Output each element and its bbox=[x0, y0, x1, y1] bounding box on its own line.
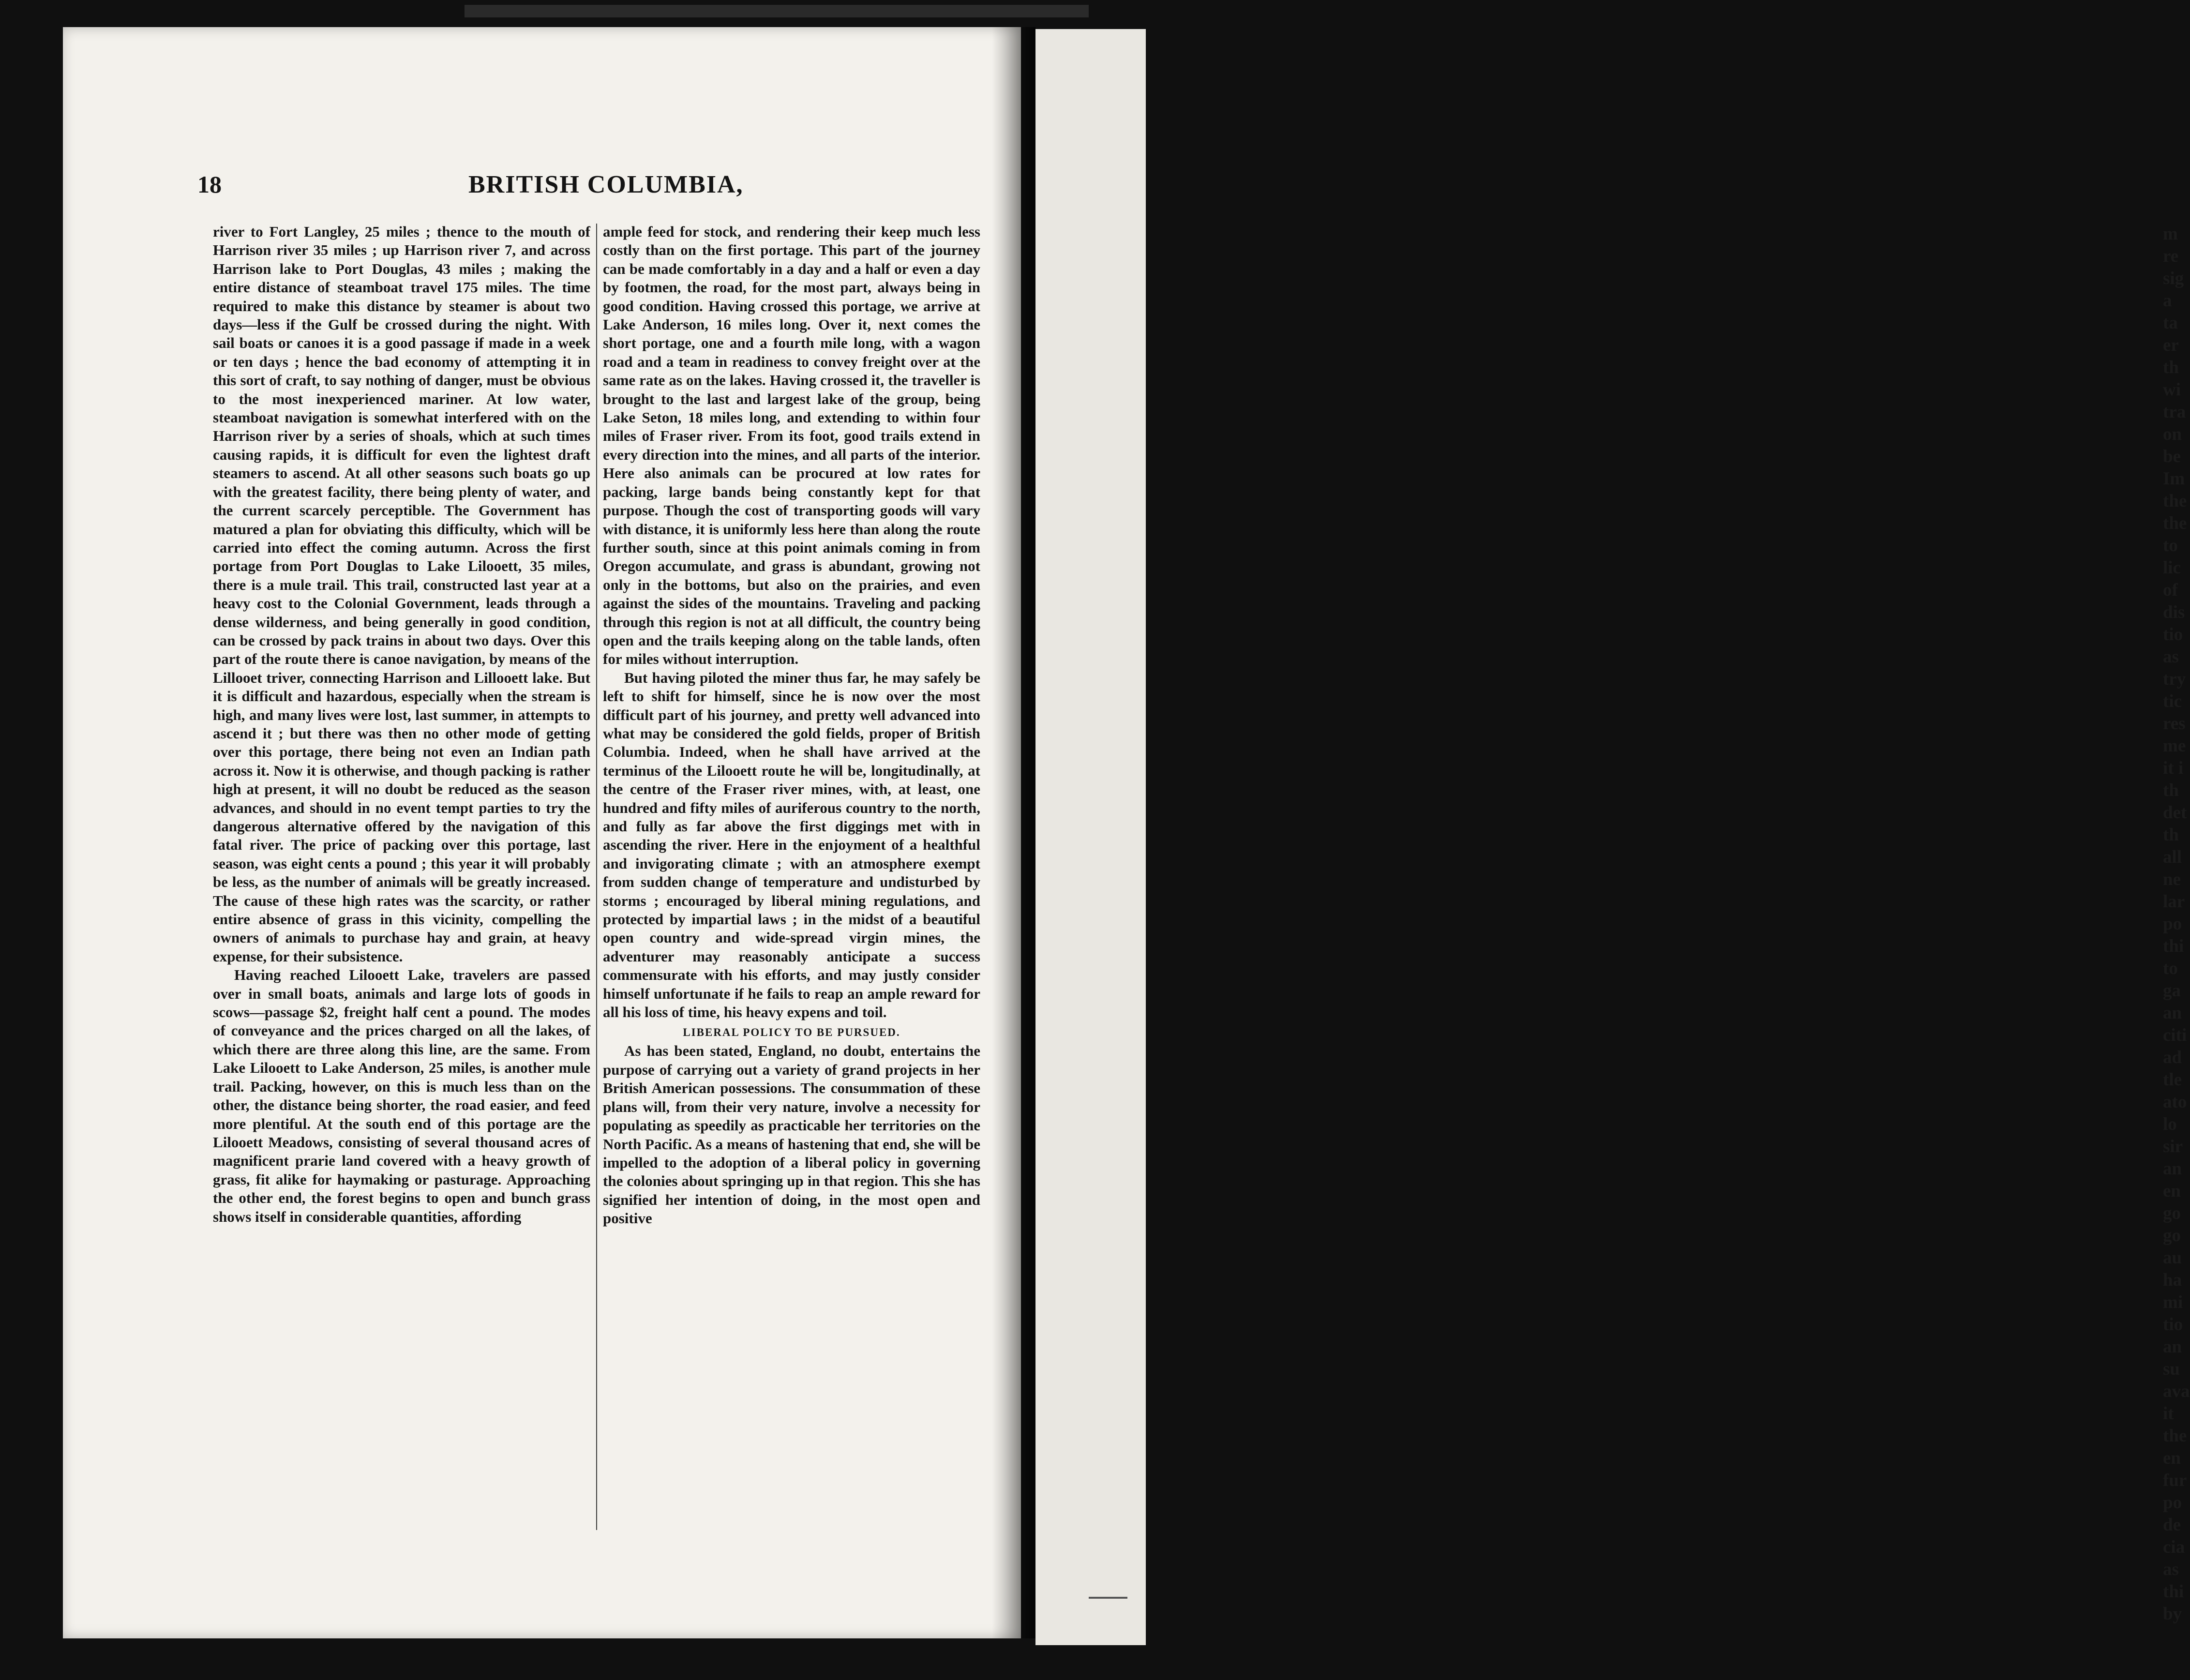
adjacent-page-fragment: wi bbox=[2163, 380, 2181, 400]
adjacent-page-fragment: thi bbox=[2163, 936, 2184, 956]
adjacent-page-fragment: ha bbox=[2163, 1270, 2182, 1290]
adjacent-page-fragment: tio bbox=[2163, 625, 2183, 645]
adjacent-page-fragment: on bbox=[2163, 424, 2182, 444]
adjacent-page-fragment: dis bbox=[2163, 602, 2185, 622]
adjacent-page-fragment: th bbox=[2163, 358, 2179, 377]
adjacent-page-fragment: go bbox=[2163, 1226, 2181, 1245]
adjacent-page-fragment: au bbox=[2163, 1248, 2182, 1268]
adjacent-page-fragment: to bbox=[2163, 959, 2178, 978]
adjacent-page bbox=[1035, 29, 2190, 1645]
paragraph: river to Fort Langley, 25 miles ; thence to the mouth of Harrison river 35 miles ; up Harrison river 7, and across Harrison lake to Port Douglas, 43 miles ; making the entire distance of steamboat travel 175 miles. The time required to make this distance by steamer is about two days—less if the Gulf be crossed during the night. With sail boats or canoes it is a good passage if made in a week or ten days ; hence the bad economy of attempting it in this sort of craft, to say nothing of danger, must be obvious to the most inexperienced mariner. At low water, steamboat navigation is somewhat interfered with on the Harrison river by a series of shoals, which at such times causing rapids, it is difficult for even the lightest draft steamers to ascend. At all other seasons such boats go up with the greatest facility, there being plenty of water, and the current scarcely perceptible. The Government has matured a plan for obviating this difficulty, which will be carried into effect the coming autumn. Across the first portage from Port Douglas to Lake Lilooett, 35 miles, there is a mule trail. This trail, constructed last year at a heavy cost to the Colonial Government, leads through a dense wilderness, and being generally in good condition, can be crossed by pack trains in about two days. Over this part of the route there is canoe navigation, by means of the Lillooet triver, connecting Harrison and Lillooett lake. But it is difficult and hazardous, especially when the stream is high, and many lives were lost, last summer, in attempts to ascend it ; but there was then no other mode of getting over this portage, there being not even an Indian path across it. Now it is otherwise, and though packing is rather high at present, it will no doubt be reduced as the season advances, and should in no event tempt parties to try the dangerous alternative offered by the navigation of this fatal river. The price of packing over this portage, last season, was eight cents a pound ; this year it will probably be less, as the number of animals will be greatly increased. The cause of these high rates was the scarcity, or rather entire absence of grass in this vicinity, compelling the owners of animals to purchase hay and grain, at heavy expense, for their subsistence. bbox=[213, 223, 590, 965]
section-heading: LIBERAL POLICY TO BE PURSUED. bbox=[683, 1026, 900, 1039]
adjacent-page-fragment: the bbox=[2163, 513, 2187, 533]
adjacent-page-fragment: en bbox=[2163, 1181, 2181, 1201]
adjacent-page-fragment: po bbox=[2163, 1493, 2182, 1513]
adjacent-page-fragment: to bbox=[2163, 536, 2178, 555]
adjacent-page-fragment: th bbox=[2163, 780, 2179, 800]
adjacent-page-fragment: all bbox=[2163, 847, 2182, 867]
adjacent-page-fragment: ato bbox=[2163, 1092, 2187, 1112]
adjacent-page-fragment: a bbox=[2163, 291, 2172, 311]
adjacent-page-fragment: er bbox=[2163, 335, 2179, 355]
column-divider bbox=[596, 224, 597, 1530]
adjacent-page-fragment: citi bbox=[2163, 1025, 2187, 1045]
page-number: 18 bbox=[197, 171, 222, 198]
adjacent-page-fragment: as bbox=[2163, 1560, 2179, 1579]
adjacent-page-fragment: su bbox=[2163, 1359, 2180, 1379]
adjacent-page-fragment: the bbox=[2163, 1426, 2187, 1446]
adjacent-page-fragment: tic bbox=[2163, 691, 2182, 711]
adjacent-page-fragment: cia bbox=[2163, 1537, 2185, 1557]
right-column bbox=[603, 223, 980, 1228]
adjacent-page-fragment: tra bbox=[2163, 402, 2186, 422]
adjacent-page-fragment: ga bbox=[2163, 981, 2181, 1001]
adjacent-page-fragment: thi bbox=[2163, 1582, 2184, 1602]
adjacent-page-fragment: ta bbox=[2163, 313, 2178, 333]
adjacent-page-fragment: be bbox=[2163, 447, 2181, 466]
adjacent-page-fragment: fur bbox=[2163, 1470, 2187, 1490]
scan-edge bbox=[465, 5, 1089, 17]
binding-shadow bbox=[992, 27, 1035, 1638]
adjacent-page-fragment: lar bbox=[2163, 892, 2185, 912]
adjacent-page-fragment: m bbox=[2163, 224, 2178, 244]
paragraph: Having reached Lilooett Lake, travelers are passed over in small boats, animals and large lots of goods in scows—passage $2, freight half cent a pound. The modes of conveyance and the prices charged on all the lakes, of which there are three along this line, are the same. From Lake Lilooett to Lake Anderson, 25 miles, is another mule trail. Packing, however, on this is much less than on the other, the distance being shorter, the road easier, and feed more plentiful. At the south end of this portage are the Lilooett Meadows, consisting of several thousand acres of magnificent prarie land covered with a heavy growth of grass, fit alike for haymaking or pasturage. Approaching the other end, the forest begins to open and bunch grass shows itself in considerable quantities, affording bbox=[213, 966, 590, 1225]
adjacent-page-fragment: re bbox=[2163, 246, 2179, 266]
adjacent-page-fragment: lic bbox=[2163, 558, 2181, 578]
adjacent-page-fragment: mi bbox=[2163, 1292, 2183, 1312]
adjacent-page-fragment: det bbox=[2163, 803, 2187, 823]
adjacent-page-fragment: lo bbox=[2163, 1114, 2177, 1134]
paragraph: As has been stated, England, no doubt, entertains the purpose of carrying out a variety of grand projects in her British American possessions. The consummation of these plans will, from their very nature, involve a necessity for populating as speedily as practicable her territories on the North Pacific. As a means of hastening that end, she will be impelled to the adoption of a liberal policy in governing the colonies about springing up in that region. This she has signified her intention of doing, in the most open and positive bbox=[603, 1042, 980, 1227]
paragraph: ample feed for stock, and rendering their keep much less costly than on the first portage. This part of the journey can be made comfortably in a day and a half or even a day by footmen, the road, for the most part, always being in good condition. Having crossed this portage, we arrive at Lake Anderson, 16 miles long. Over it, next comes the short portage, one and a fourth mile long, with a wagon road and a team in readiness to convey freight over at the same rate as on the lakes. Having crossed it, the traveller is brought to the last and largest lake of the group, being Lake Seton, 18 miles long, and extending to within four miles of Fraser river. From its foot, good trails extend in every direction into the mines, and all parts of the interior. Here also animals can be procured at low rates for packing, large bands being constantly kept for that purpose. Though the cost of transporting goods will vary with distance, it is uniformly less here than along the route further south, since at this point animals coming in from Oregon accumulate, and grass is abundant, growing not only in the bottoms, but also on the prairies, and even against the sides of the mountains. Traveling and packing through this region is not at all difficult, the country being open and the trails keeping along on the table lands, often for miles without interruption. bbox=[603, 223, 980, 668]
adjacent-page-fragment: sir bbox=[2163, 1137, 2183, 1156]
adjacent-page-fragment: sig bbox=[2163, 269, 2184, 288]
adjacent-page-fragment: an bbox=[2163, 1003, 2182, 1023]
paragraph: But having piloted the miner thus far, he may safely be left to shift for himself, since he is now over the most difficult part of his journey, and pretty well advanced into what may be considered the gold fields, proper of British Columbia. Indeed, when he shall have arrived at the terminus of the Lilooett route he will be, longitudinally, at the centre of the Fraser river mines, with, at least, one hundred and fifty miles of auriferous country to the north, and fully as far above the first diggings met with in ascending the river. Here in the enjoyment of a healthful and invigorating climate ; with an atmosphere exempt from sudden change of temperature and undisturbed by storms ; encouraged by liberal mining regulations, and protected by impartial laws ; in the midst of a beautiful open country and wide-spread virgin mines, the adventurer may reasonably anticipate a success commensurate with his efforts, and may justly consider himself unfortunate if he fails to reap an ample reward for all his loss of time, his heavy expens and toil. bbox=[603, 669, 980, 1021]
adjacent-page-fragment: po bbox=[2163, 914, 2182, 934]
adjacent-page-fragment: by bbox=[2163, 1604, 2182, 1624]
running-title: BRITISH COLUMBIA, bbox=[468, 171, 744, 198]
adjacent-page-fragment: ava bbox=[2163, 1381, 2190, 1401]
adjacent-page-fragment: as bbox=[2163, 647, 2179, 667]
adjacent-page-fragment: tio bbox=[2163, 1315, 2183, 1335]
scan-mark bbox=[1089, 1597, 1127, 1599]
adjacent-page-fragment: an bbox=[2163, 1159, 2182, 1179]
adjacent-page-fragment: it bbox=[2163, 1404, 2174, 1424]
adjacent-page-fragment: tle bbox=[2163, 1070, 2182, 1090]
adjacent-page-fragment: try bbox=[2163, 669, 2186, 689]
adjacent-page-fragment: de bbox=[2163, 1515, 2181, 1535]
adjacent-page-fragment: ad bbox=[2163, 1048, 2182, 1067]
adjacent-page-fragment: en bbox=[2163, 1448, 2181, 1468]
adjacent-page-fragment: go bbox=[2163, 1203, 2181, 1223]
adjacent-page-fragment: ne bbox=[2163, 870, 2181, 889]
adjacent-page-fragment: res bbox=[2163, 714, 2186, 734]
adjacent-page-fragment: Im bbox=[2163, 469, 2185, 489]
adjacent-page-fragment: it i bbox=[2163, 758, 2184, 778]
adjacent-page-fragment: an bbox=[2163, 1337, 2182, 1357]
adjacent-page-fragment: me bbox=[2163, 736, 2186, 756]
left-column bbox=[213, 223, 590, 1226]
adjacent-page-fragment: of bbox=[2163, 580, 2178, 600]
adjacent-page-fragment: the bbox=[2163, 491, 2187, 511]
adjacent-page-fragment: th bbox=[2163, 825, 2179, 845]
